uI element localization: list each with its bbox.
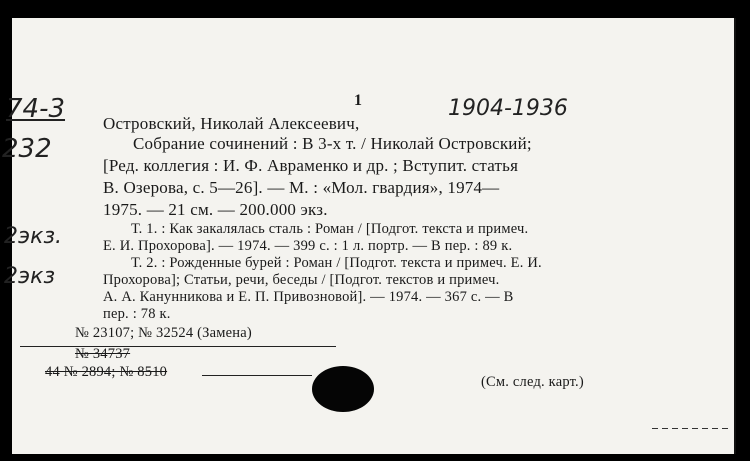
main-line-4: 1975. — 21 см. — 200.000 экз. [103, 200, 328, 219]
registry-rule [20, 346, 336, 347]
author-heading: Островский, Николай Алексеевич, [103, 114, 360, 133]
life-years: 1904-1936 [448, 96, 568, 121]
bottom-dash [652, 428, 732, 429]
card-number: 1 [354, 92, 363, 109]
registry-line-1: № 23107; № 32524 (Замена) [75, 325, 252, 341]
continuation-note: (См. след. карт.) [481, 374, 584, 390]
volume-2-line-4: пер. : 78 к. [103, 306, 171, 322]
main-line-2: [Ред. коллегия : И. Ф. Авраменко и др. ; Вступит. статья [103, 156, 519, 175]
catalog-card [2, 18, 736, 454]
registry-line-2: № 34737 [75, 346, 131, 362]
shelfmark-bottom: 232 [2, 134, 52, 164]
punch-hole [312, 366, 374, 412]
registry-underline [202, 375, 312, 376]
registry-line-3: 44 № 2894; № 8510 [45, 364, 168, 380]
card-right-border [734, 18, 736, 454]
shelfmark-top: 74-3 [6, 94, 66, 124]
copies-note-2: 2экз [4, 264, 56, 289]
volume-1-line-1: Т. 1. : Как закалялась сталь : Роман / [Подгот. текста и примеч. [131, 221, 529, 237]
volume-2-line-1: Т. 2. : Рожденные бурей : Роман / [Подгот. текста и примеч. Е. И. [131, 255, 542, 271]
main-line-1: Собрание сочинений : В 3-х т. / Николай Островский; [133, 134, 532, 153]
volume-1-line-2: Е. И. Прохорова]. — 1974. — 399 с. : 1 л. портр. — В пер. : 89 к. [103, 238, 513, 254]
main-line-3: В. Озерова, с. 5—26]. — М. : «Мол. гвардия», 1974— [103, 178, 500, 197]
volume-2-line-2: Прохорова]; Статьи, речи, беседы / [Подгот. текстов и примеч. [103, 272, 500, 288]
copies-note-1: 2экз. [4, 224, 63, 249]
volume-2-line-3: А. А. Канунникова и Е. П. Привозновой]. — 1974. — 367 с. — В [103, 289, 514, 305]
